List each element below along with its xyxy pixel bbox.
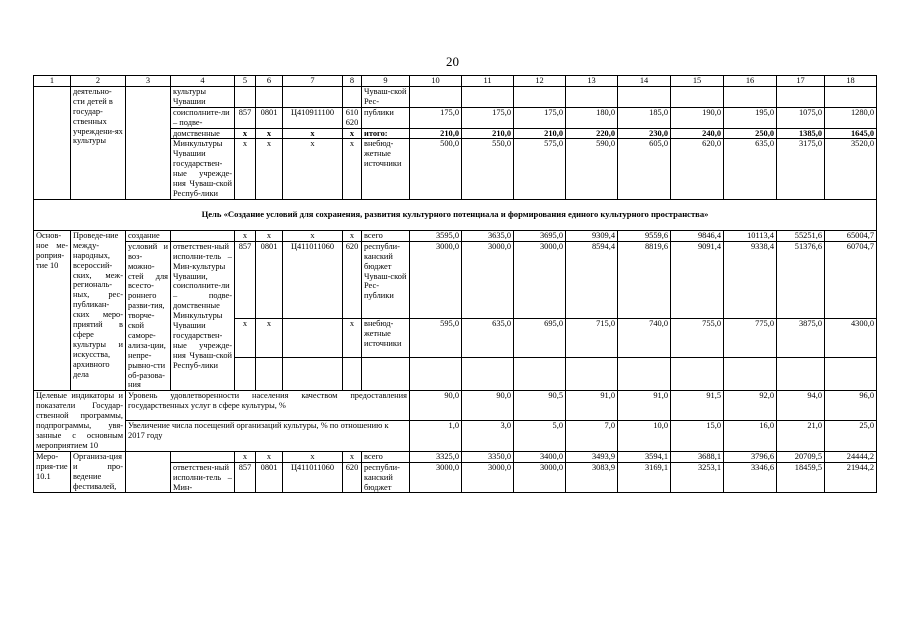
- code-cell: 610 620: [343, 107, 362, 128]
- executor: ответствен-ный исполни-тель – Мин-: [171, 462, 235, 493]
- value-cell: 3169,1: [618, 462, 671, 493]
- event-name: деятельно-сти детей в государ-ственных учреждени-ях культуры: [71, 86, 126, 199]
- code-cell: 857: [235, 241, 256, 318]
- funding-source: всего: [362, 451, 410, 462]
- value-cell: 9559,6: [618, 230, 671, 241]
- value-cell: 7,0: [566, 420, 618, 451]
- value-cell: 3695,0: [514, 230, 566, 241]
- code-cell: x: [256, 139, 283, 199]
- value-cell: 3083,9: [566, 462, 618, 493]
- funding-source: итого:: [362, 128, 410, 139]
- code-cell: x: [283, 451, 343, 462]
- executor: Минкультуры Чувашии государствен-ные учрежде-ния Чуваш-ской Респуб-лики: [171, 139, 235, 199]
- code-cell: x: [235, 139, 256, 199]
- code-cell: x: [283, 139, 343, 199]
- code-cell: 0801: [256, 107, 283, 128]
- col-header: 10: [410, 76, 462, 87]
- value-cell: 21,0: [777, 420, 825, 451]
- value-cell: 8594,4: [566, 241, 618, 318]
- value-cell: 550,0: [462, 139, 514, 199]
- value-cell: 60704,7: [825, 241, 877, 318]
- code-cell: 857: [235, 107, 256, 128]
- col-header: 17: [777, 76, 825, 87]
- value-cell: 175,0: [514, 107, 566, 128]
- indicators-label: Целевые индикаторы и показатели Государ-ственной программы, подпрограммы, увя-занные с основным мероприятием 10: [34, 391, 126, 451]
- value-cell: 175,0: [410, 107, 462, 128]
- code-cell: x: [235, 230, 256, 241]
- table-row: [34, 241, 877, 318]
- value-cell: 91,0: [618, 391, 671, 420]
- value-cell: 1280,0: [825, 107, 877, 128]
- value-cell: 9309,4: [566, 230, 618, 241]
- executor: ответствен-ный исполни-тель – Мин-культуры Чувашии, соисполните-ли – подве-домственные Минкультуры Чувашии государствен-ные учрежде-ния Чуваш-ской Респуб-лики: [171, 241, 235, 391]
- value-cell: 595,0: [410, 319, 462, 358]
- code-cell: Ц410911100: [283, 107, 343, 128]
- value-cell: 3346,6: [724, 462, 777, 493]
- value-cell: 3253,1: [671, 462, 724, 493]
- value-cell: 500,0: [410, 139, 462, 199]
- funding-source: публики: [362, 107, 410, 128]
- col-header: 9: [362, 76, 410, 87]
- value-cell: 250,0: [724, 128, 777, 139]
- value-cell: 25,0: [825, 420, 877, 451]
- funding-source: республи-канский бюджет Чуваш-ской Рес-публики: [362, 241, 410, 318]
- col-header: 3: [126, 76, 171, 87]
- event-name: Организа-ция и про-ведение фестивалей,: [71, 451, 126, 493]
- value-cell: 740,0: [618, 319, 671, 358]
- value-cell: 3325,0: [410, 451, 462, 462]
- col-header: 2: [71, 76, 126, 87]
- value-cell: 185,0: [618, 107, 671, 128]
- value-cell: 3688,1: [671, 451, 724, 462]
- value-cell: 3493,9: [566, 451, 618, 462]
- value-cell: 755,0: [671, 319, 724, 358]
- goal-task: создание: [126, 230, 171, 241]
- value-cell: 8819,6: [618, 241, 671, 318]
- value-cell: 3000,0: [462, 241, 514, 318]
- code-cell: 620: [343, 462, 362, 493]
- funding-source: всего: [362, 230, 410, 241]
- value-cell: 590,0: [566, 139, 618, 199]
- value-cell: 210,0: [462, 128, 514, 139]
- value-cell: 210,0: [410, 128, 462, 139]
- table-row: [34, 86, 877, 107]
- value-cell: 3400,0: [514, 451, 566, 462]
- value-cell: 220,0: [566, 128, 618, 139]
- value-cell: 9846,4: [671, 230, 724, 241]
- code-cell: Ц411011060: [283, 462, 343, 493]
- funding-source: Чуваш-ской Рес-: [362, 86, 410, 107]
- table-row: [34, 451, 877, 462]
- value-cell: 210,0: [514, 128, 566, 139]
- funding-source: внебюд-жетные источники: [362, 139, 410, 199]
- value-cell: 3520,0: [825, 139, 877, 199]
- col-header: 11: [462, 76, 514, 87]
- value-cell: 91,5: [671, 391, 724, 420]
- col-header: 12: [514, 76, 566, 87]
- code-cell: x: [256, 319, 283, 358]
- code-cell: x: [256, 451, 283, 462]
- value-cell: 3635,0: [462, 230, 514, 241]
- value-cell: 3875,0: [777, 319, 825, 358]
- value-cell: 3175,0: [777, 139, 825, 199]
- funding-source: внебюд-жетные источники: [362, 319, 410, 358]
- code-cell: x: [343, 451, 362, 462]
- value-cell: 15,0: [671, 420, 724, 451]
- value-cell: 175,0: [462, 107, 514, 128]
- goal-task: условий и воз-можно-стей для всесто-роннего разви-тия, творче-ской саморе-ализа-ции, непре-рывно-сти об-разова-ния: [126, 241, 171, 391]
- code-cell: 0801: [256, 462, 283, 493]
- value-cell: 90,0: [462, 391, 514, 420]
- value-cell: 5,0: [514, 420, 566, 451]
- indicator-text: Уровень удовлетворенности населения качеством предоставления государственных услуг в сфере культуры, %: [126, 391, 410, 420]
- table-row: [34, 230, 877, 241]
- col-header: 4: [171, 76, 235, 87]
- value-cell: 96,0: [825, 391, 877, 420]
- value-cell: 51376,6: [777, 241, 825, 318]
- value-cell: 190,0: [671, 107, 724, 128]
- value-cell: 18459,5: [777, 462, 825, 493]
- code-cell: x: [283, 230, 343, 241]
- value-cell: 4300,0: [825, 319, 877, 358]
- value-cell: 90,5: [514, 391, 566, 420]
- value-cell: 90,0: [410, 391, 462, 420]
- value-cell: 775,0: [724, 319, 777, 358]
- col-header: 18: [825, 76, 877, 87]
- header-row: [34, 76, 877, 87]
- budget-table: [33, 75, 877, 493]
- value-cell: 94,0: [777, 391, 825, 420]
- value-cell: 3,0: [462, 420, 514, 451]
- code-cell: x: [343, 128, 362, 139]
- value-cell: 3595,0: [410, 230, 462, 241]
- value-cell: 65004,7: [825, 230, 877, 241]
- event-name: Проведе-ние между-народных, всероссий-ских, меж-региональ-ных, рес-публикан-ских меро-приятий в сфере культуры и искусства, архивного дела: [71, 230, 126, 391]
- code-cell: 0801: [256, 241, 283, 318]
- value-cell: 605,0: [618, 139, 671, 199]
- activity-number: Основ-ное ме-роприя-тие 10: [34, 230, 71, 391]
- code-cell: x: [343, 139, 362, 199]
- funding-source: республи-канский бюджет: [362, 462, 410, 493]
- code-cell: x: [343, 230, 362, 241]
- code-cell: x: [235, 319, 256, 358]
- code-cell: x: [343, 319, 362, 358]
- col-header: 16: [724, 76, 777, 87]
- value-cell: 24444,2: [825, 451, 877, 462]
- value-cell: 16,0: [724, 420, 777, 451]
- value-cell: 55251,6: [777, 230, 825, 241]
- indicator-text: Увеличение числа посещений организаций культуры, % по отношению к 2017 году: [126, 420, 410, 451]
- value-cell: 10,0: [618, 420, 671, 451]
- value-cell: 180,0: [566, 107, 618, 128]
- col-header: 5: [235, 76, 256, 87]
- value-cell: 3000,0: [514, 241, 566, 318]
- value-cell: 1385,0: [777, 128, 825, 139]
- value-cell: 635,0: [462, 319, 514, 358]
- value-cell: 3000,0: [410, 462, 462, 493]
- code-cell: x: [235, 451, 256, 462]
- goal-row: [34, 199, 877, 230]
- value-cell: 635,0: [724, 139, 777, 199]
- value-cell: 21944,2: [825, 462, 877, 493]
- value-cell: 240,0: [671, 128, 724, 139]
- code-cell: x: [235, 128, 256, 139]
- col-header: 8: [343, 76, 362, 87]
- value-cell: 575,0: [514, 139, 566, 199]
- col-header: 6: [256, 76, 283, 87]
- code-cell: x: [256, 128, 283, 139]
- indicator-row: [34, 420, 877, 451]
- value-cell: 3000,0: [514, 462, 566, 493]
- value-cell: 3000,0: [462, 462, 514, 493]
- col-header: 13: [566, 76, 618, 87]
- value-cell: 10113,4: [724, 230, 777, 241]
- col-header: 15: [671, 76, 724, 87]
- value-cell: 92,0: [724, 391, 777, 420]
- executor: соисполните-ли – подве-: [171, 107, 235, 128]
- page-number: 20: [446, 54, 459, 69]
- code-cell: x: [283, 128, 343, 139]
- value-cell: 1,0: [410, 420, 462, 451]
- value-cell: 3000,0: [410, 241, 462, 318]
- indicator-row: [34, 391, 877, 420]
- value-cell: 3350,0: [462, 451, 514, 462]
- value-cell: 1645,0: [825, 128, 877, 139]
- value-cell: 620,0: [671, 139, 724, 199]
- value-cell: 230,0: [618, 128, 671, 139]
- code-cell: 620: [343, 241, 362, 318]
- value-cell: 715,0: [566, 319, 618, 358]
- col-header: 7: [283, 76, 343, 87]
- executor: домственные: [171, 128, 235, 139]
- activity-number: Меро-прия-тие 10.1: [34, 451, 71, 493]
- value-cell: 3796,6: [724, 451, 777, 462]
- value-cell: 3594,1: [618, 451, 671, 462]
- code-cell: x: [256, 230, 283, 241]
- col-header: 14: [618, 76, 671, 87]
- value-cell: 91,0: [566, 391, 618, 420]
- value-cell: 20709,5: [777, 451, 825, 462]
- value-cell: 9338,4: [724, 241, 777, 318]
- executor: культуры Чувашии: [171, 86, 235, 107]
- value-cell: 1075,0: [777, 107, 825, 128]
- goal-text: Цель «Создание условий для сохранения, развития культурного потенциала и формирования единого культурного пространства»: [34, 199, 877, 230]
- code-cell: 857: [235, 462, 256, 493]
- value-cell: 695,0: [514, 319, 566, 358]
- value-cell: 195,0: [724, 107, 777, 128]
- code-cell: Ц411011060: [283, 241, 343, 318]
- value-cell: 9091,4: [671, 241, 724, 318]
- col-header: 1: [34, 76, 71, 87]
